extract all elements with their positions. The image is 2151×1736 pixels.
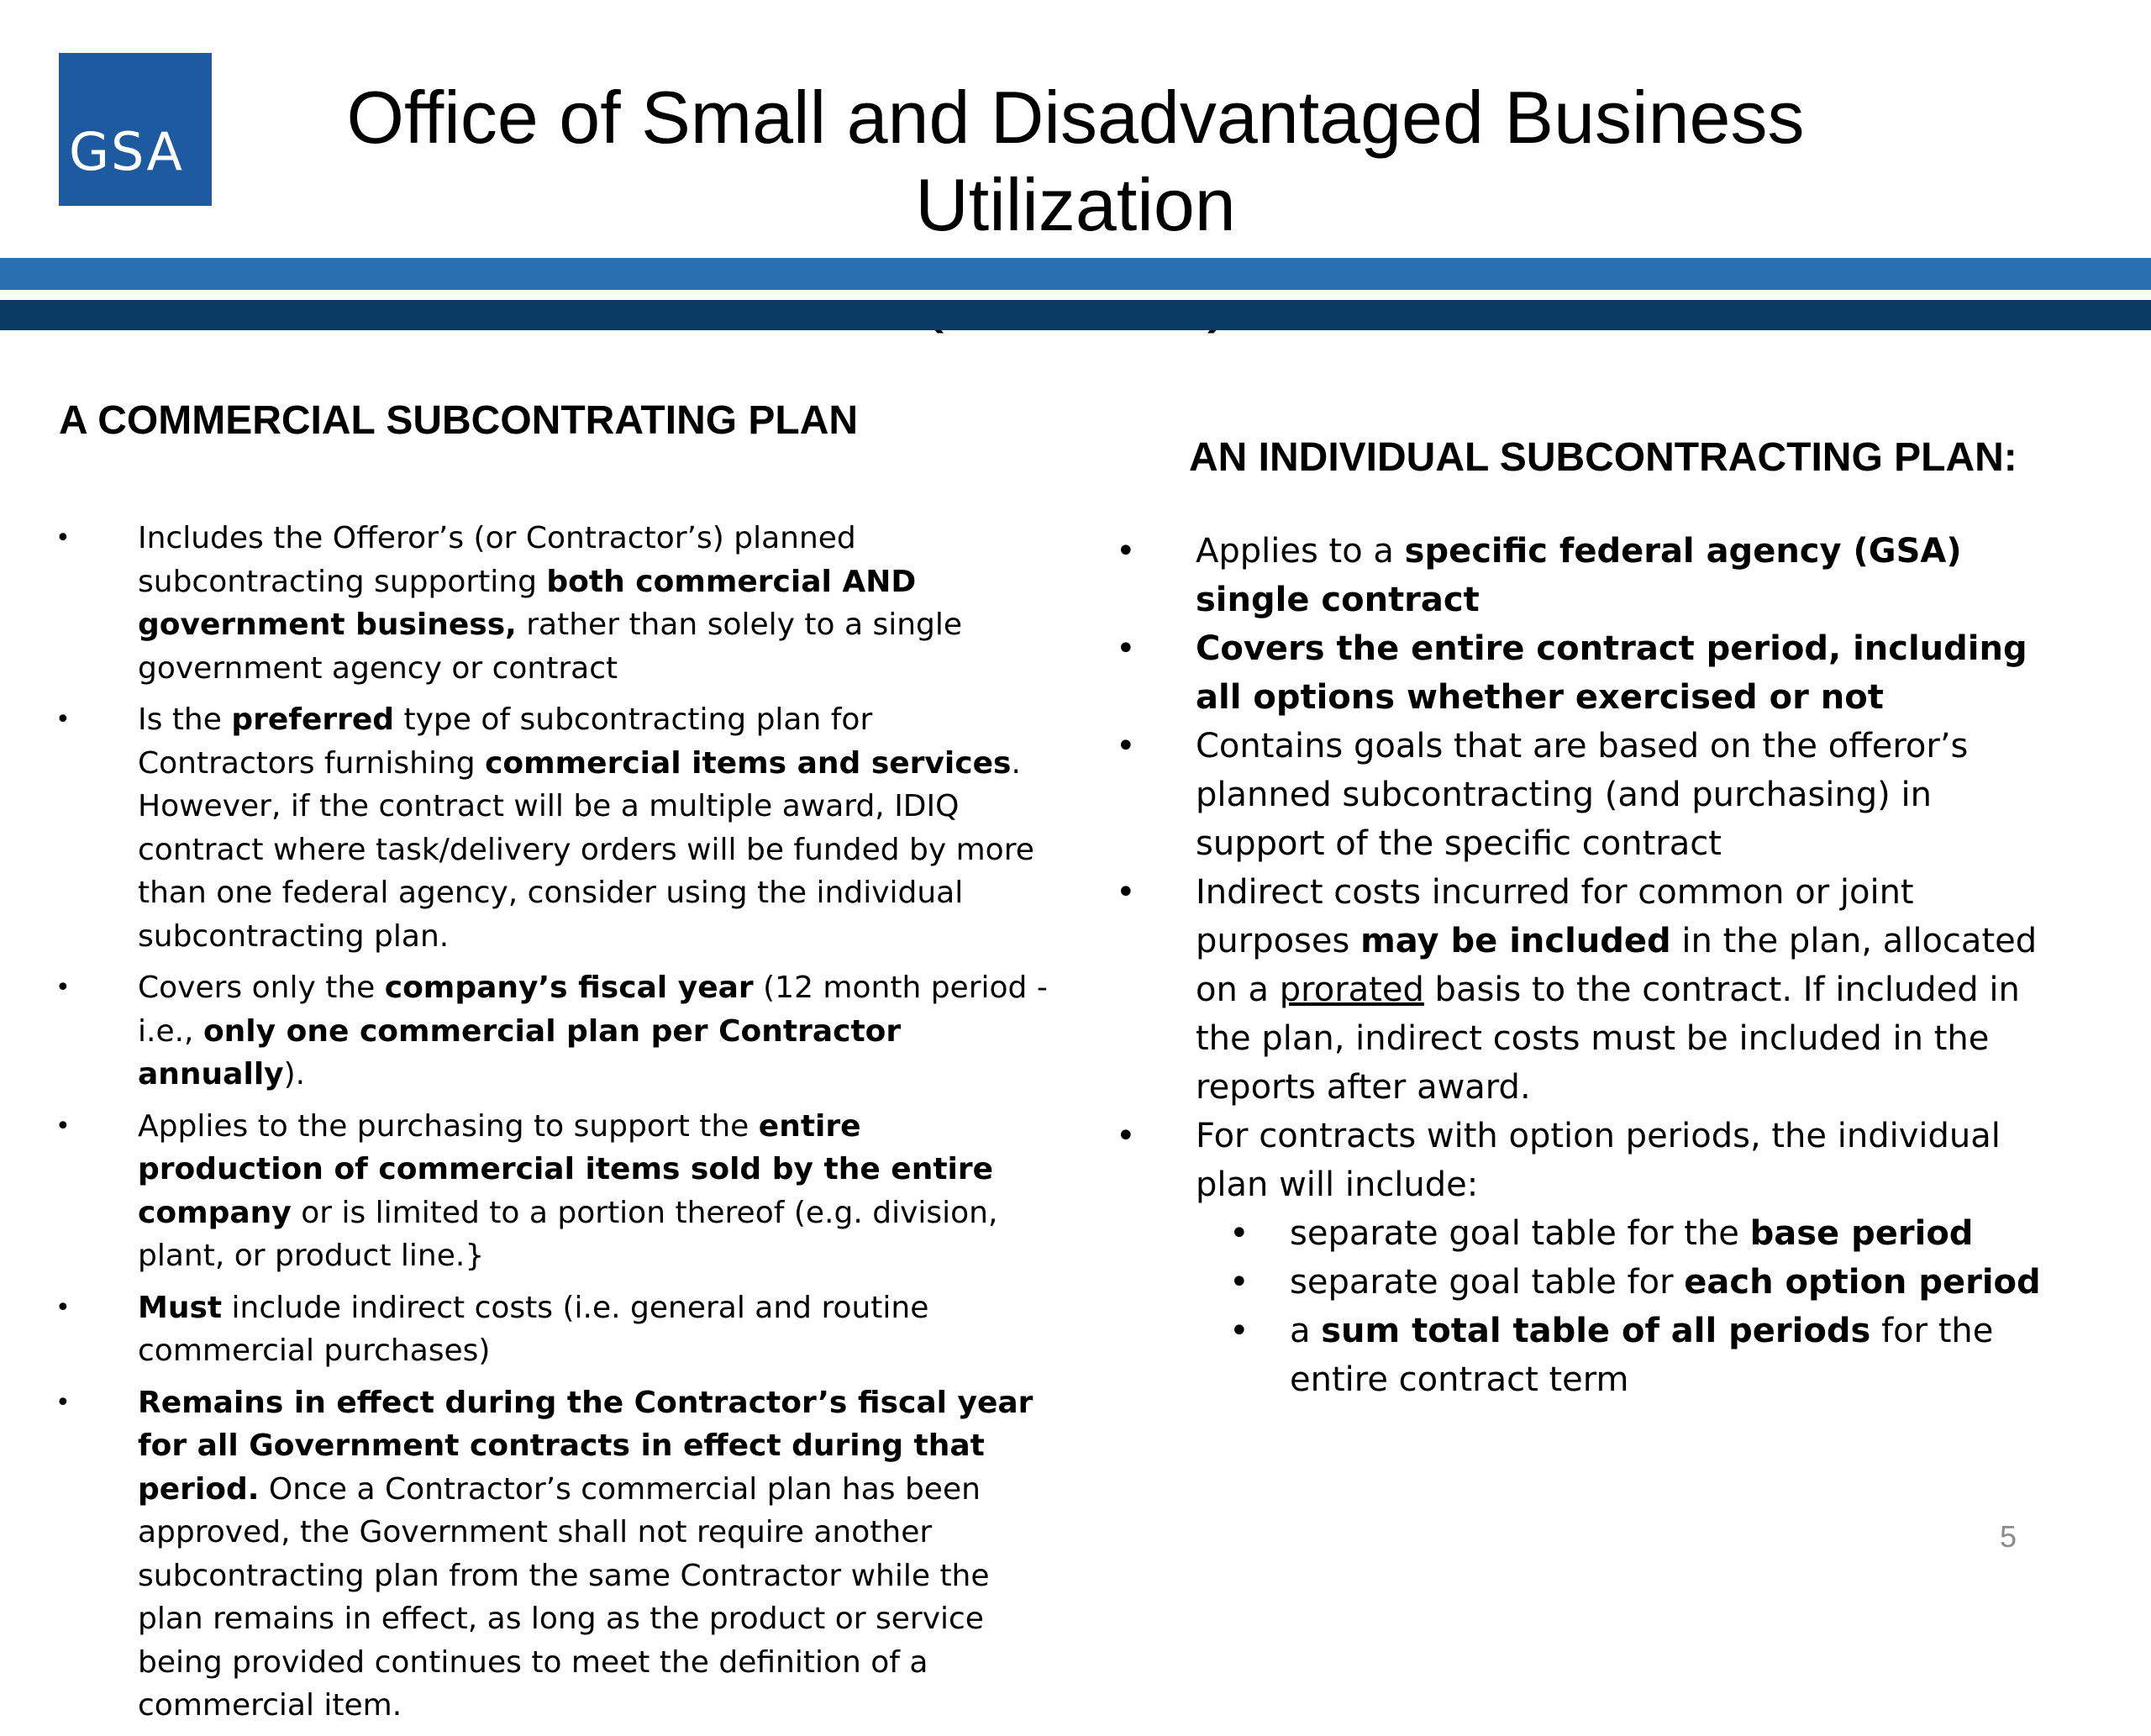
header-rule-gap: [0, 290, 2151, 300]
bullet-dot-icon: •: [1116, 1117, 1136, 1155]
bullet-dot-icon: •: [1116, 629, 1136, 668]
page-number: 5: [2000, 1519, 2017, 1554]
bullet-dot-icon: •: [55, 523, 71, 553]
list-item: • Includes the Offeror’s (or Contractor’s) planned subcontracting supporting both commercial AND government business, rather than solely to a single government agency or contract: [50, 517, 1050, 690]
bullet-dot-icon: •: [55, 1111, 71, 1141]
individual-plan-list: [1109, 527, 2042, 1404]
bullet-dot-icon: •: [1116, 873, 1136, 912]
gsa-logo-text: GSA: [69, 121, 184, 182]
sublist-item: • separate goal table for each option period: [1196, 1258, 2042, 1307]
bullet-dot-icon: •: [55, 973, 71, 1002]
bullet-dot-icon: •: [1229, 1312, 1249, 1350]
list-item: • Must include indirect costs (i.e. general and routine commercial purchases): [50, 1286, 1050, 1373]
list-item: • Applies to the purchasing to support the entire production of commercial items sold by the entire company or is limited to a portion thereof (e.g. division, plant, or product line.}: [50, 1105, 1050, 1278]
bullet-dot-icon: •: [55, 1292, 71, 1323]
option-period-sublist: [1196, 1209, 2042, 1404]
bullet-dot-icon: •: [1116, 727, 1136, 765]
header-rule-light: [0, 258, 2151, 290]
list-item: • For contracts with option periods, the individual plan will include: • separate goal table for the base period • separate goal table for each option period • a sum total table of all periods for the entire contract term: [1109, 1112, 2042, 1404]
list-item: • Contains goals that are based on the offeror’s planned subcontracting (and purchasing) in support of the specific contract: [1109, 722, 2042, 868]
list-item: • Covers only the company’s fiscal year (12 month period - i.e., only one commercial plan per Contractor annually).: [50, 966, 1050, 1097]
list-item: • Indirect costs incurred for common or joint purposes may be included in the plan, allocated on a prorated basis to the contract. If included in the plan, indirect costs must be included in the reports after award.: [1109, 868, 2042, 1112]
gsa-logo: [59, 53, 212, 206]
individual-plan-heading: AN INDIVIDUAL SUBCONTRACTING PLAN:: [1189, 435, 2017, 480]
slide-title-line1: Office of Small and Disadvantaged Business Utilization: [346, 76, 1805, 246]
commercial-plan-heading: A COMMERCIAL SUBCONTRATING PLAN: [59, 398, 859, 443]
list-item: • Remains in effect during the Contractor’s fiscal year for all Government contracts in effect during that period. Once a Contractor’s commercial plan has been approved, the Government shall not require another subcontracting plan from the same Contractor while the plan remains in effect, as long as the product or service being provided continues to meet the definition of a commercial item.: [50, 1381, 1050, 1728]
bullet-dot-icon: •: [1116, 532, 1136, 571]
bullet-dot-icon: •: [1229, 1214, 1249, 1253]
list-item: • Applies to a specific federal agency (GSA) single contract: [1109, 527, 2042, 624]
list-item: • Covers the entire contract period, including all options whether exercised or not: [1109, 624, 2042, 722]
bullet-dot-icon: •: [1229, 1263, 1249, 1302]
sublist-item: • a sum total table of all periods for the entire contract term: [1196, 1307, 2042, 1404]
bullet-dot-icon: •: [55, 1387, 71, 1418]
sublist-item: • separate goal table for the base period: [1196, 1209, 2042, 1258]
bullet-dot-icon: •: [55, 705, 71, 734]
commercial-plan-list: [50, 517, 1050, 1736]
list-item: • Is the preferred type of subcontracting plan for Contractors furnishing commercial items and services. However, if the contract will be a multiple award, IDIQ contract where task/delivery orders will be funded by more than one federal agency, consider using the individual subcontracting plan.: [50, 698, 1050, 958]
header-rule-dark: [0, 300, 2151, 330]
